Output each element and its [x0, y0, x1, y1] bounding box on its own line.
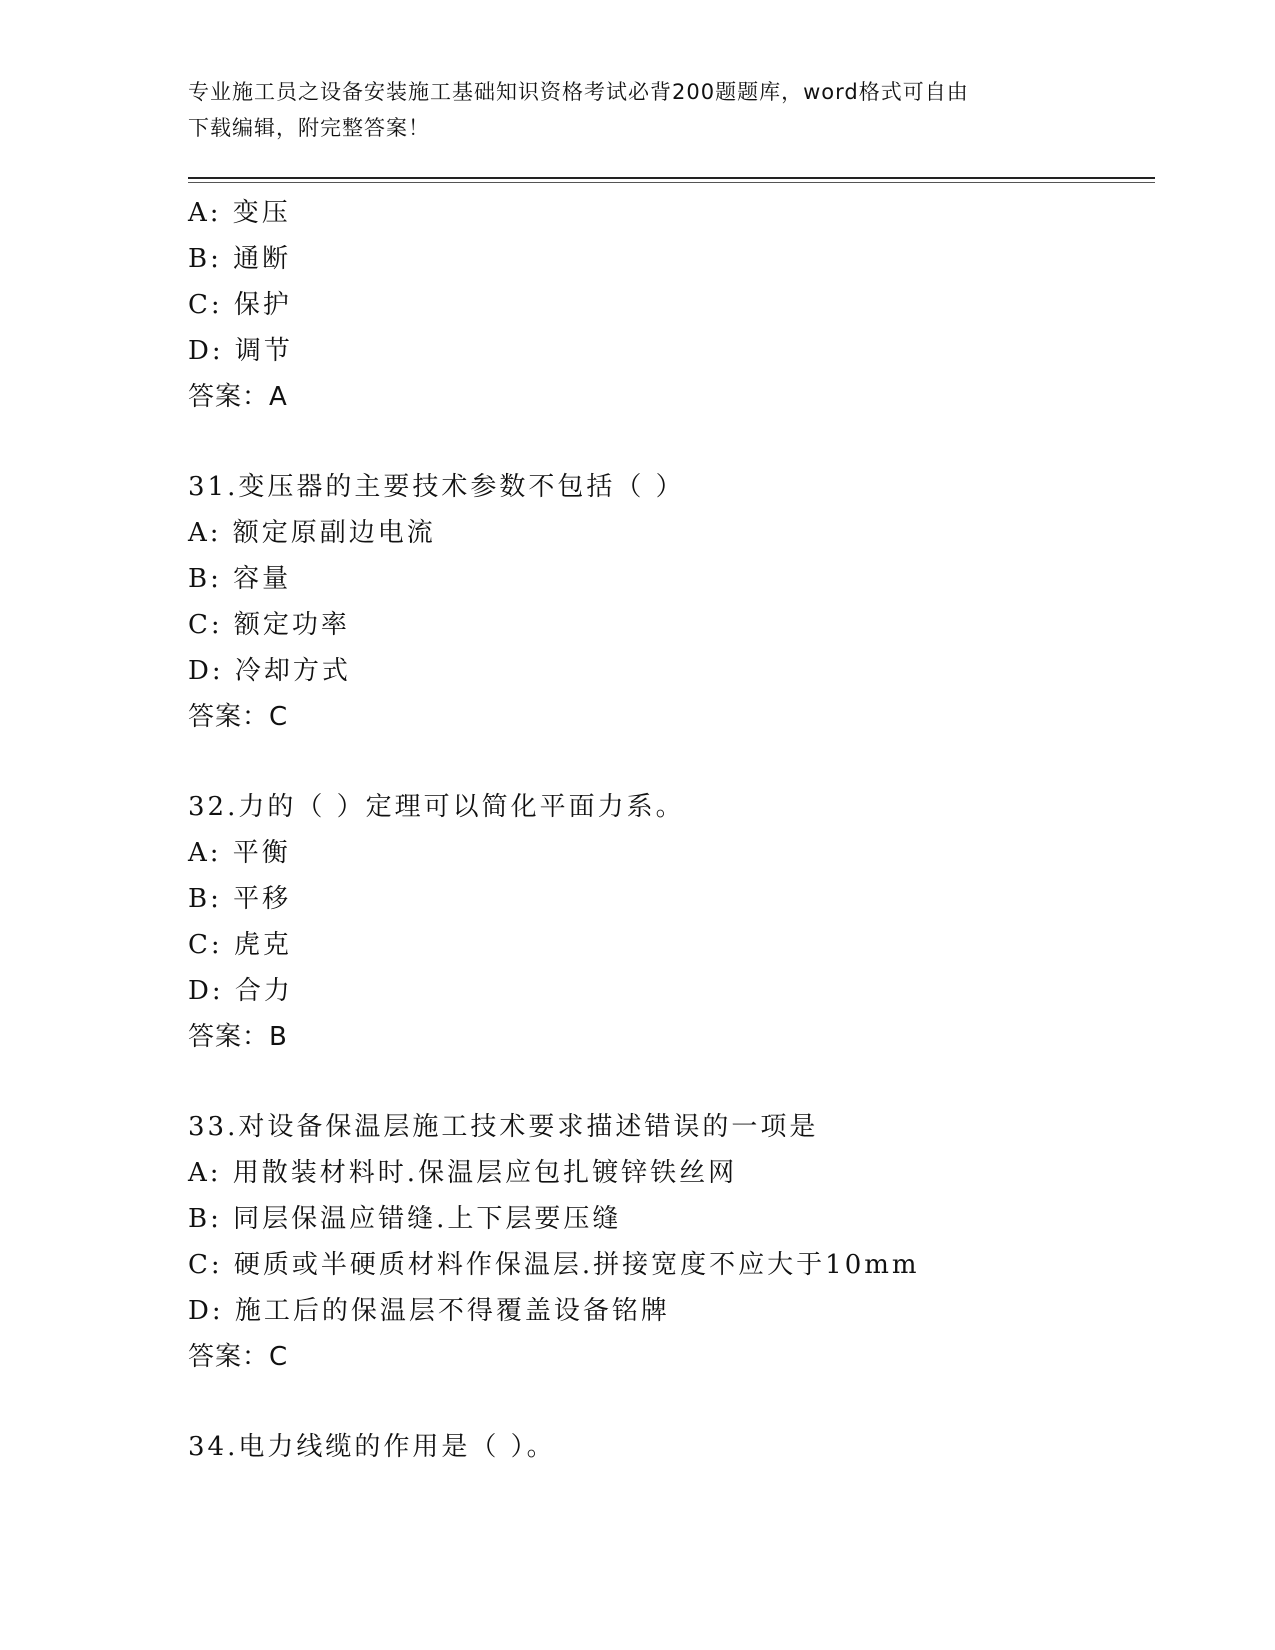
option-b: B: 同层保温应错缝.上下层要压缝	[188, 1204, 622, 1234]
spacer	[188, 1060, 1155, 1104]
question-text: 33.对设备保温层施工技术要求描述错误的一项是	[188, 1112, 819, 1142]
question-block-31	[188, 464, 1155, 740]
option-a: A: 用散装材料时.保温层应包扎镀锌铁丝网	[188, 1158, 738, 1188]
question-text: 32.力的（ ）定理可以简化平面力系。	[188, 792, 685, 822]
question-block-33	[188, 1104, 1155, 1380]
option-b: B: 容量	[188, 564, 292, 594]
option-a: A: 平衡	[188, 838, 291, 868]
option-a: A: 变压	[188, 198, 291, 228]
spacer	[188, 740, 1155, 784]
option-d: D: 施工后的保温层不得覆盖设备铭牌	[188, 1296, 670, 1326]
option-c: C: 硬质或半硬质材料作保温层.拼接宽度不应大于10mm	[188, 1250, 920, 1280]
option-c: C: 虎克	[188, 930, 292, 960]
document-header	[188, 74, 1088, 146]
option-d: D: 合力	[188, 976, 293, 1006]
option-c: C: 额定功率	[188, 610, 350, 640]
header-line-2: 下载编辑，附完整答案！	[188, 116, 430, 140]
prev-question-block	[188, 190, 1155, 420]
header-divider-thick	[188, 177, 1155, 179]
option-a: A: 额定原副边电流	[188, 518, 436, 548]
option-c: C: 保护	[188, 290, 292, 320]
spacer	[188, 1380, 1155, 1424]
question-text: 31.变压器的主要技术参数不包括（ ）	[188, 472, 685, 502]
option-d: D: 调节	[188, 336, 293, 366]
answer-line: 答案：B	[188, 1022, 288, 1052]
question-block-34	[188, 1424, 1155, 1470]
question-text: 34.电力线缆的作用是（ ）。	[188, 1432, 556, 1462]
option-d: D: 冷却方式	[188, 656, 351, 686]
option-b: B: 通断	[188, 244, 292, 274]
option-b: B: 平移	[188, 884, 292, 914]
answer-line: 答案：C	[188, 702, 289, 732]
header-divider-thin	[188, 182, 1155, 183]
question-block-32	[188, 784, 1155, 1060]
answer-line: 答案：C	[188, 1342, 289, 1372]
header-line-1: 专业施工员之设备安装施工基础知识资格考试必背200题题库，word格式可自由	[188, 80, 969, 104]
spacer	[188, 420, 1155, 464]
question-list	[188, 190, 1155, 1470]
answer-line: 答案：A	[188, 382, 288, 412]
